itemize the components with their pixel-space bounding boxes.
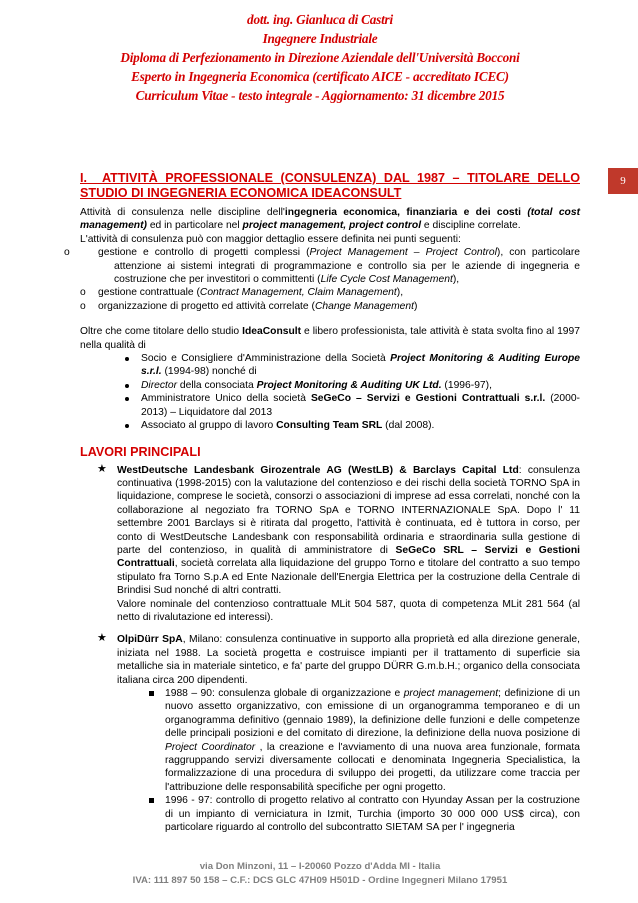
text-run: della consociata <box>177 379 257 391</box>
bold-italic-run: Project Monitoring & Auditing Europe s.r.l. <box>141 353 580 378</box>
text-run: (1994-98) nonché di <box>161 366 257 378</box>
lavori-item-value: Valore nominale del contenzioso contrattuale MLit 504 587, quota di competenza MLit 281 564 (al netto di rivalutazione ed interessi). <box>117 598 580 623</box>
text-run: Oltre che come titolare dello studio <box>80 326 243 338</box>
document-subtitle: Curriculum Vitae - testo integrale - Aggiornamento: 31 dicembre 2015 <box>135 88 505 103</box>
section-title <box>80 171 580 201</box>
text-run: Amministratore Unico della società <box>141 393 311 405</box>
list-item: o gestione e controllo di progetti complessi (Project Management – Project Control), con particolare attenzione ai sistemi integrati di programmazione e controllo sia per le aziende di ingegneria e costruzione che per investitori o committenti (Life Cycle Cost Management), <box>64 247 580 286</box>
star-bullet-icon: ★ <box>97 632 107 645</box>
lavori-item-text <box>117 633 580 687</box>
text-run: ed in particolare nel <box>146 220 243 232</box>
list-item <box>80 300 580 313</box>
author-expertise: Esperto in Ingegneria Economica (certificato AICE - accreditato ICEC) <box>131 69 509 84</box>
section-title-text: ATTIVITÀ PROFESSIONALE (CONSULENZA) DAL 1987 – TITOLARE DELLO STUDIO DI INGEGNERIA ECONOMICA IDEACONSULT <box>80 171 580 200</box>
italic-run: Project Management – Project Control <box>309 247 497 259</box>
text-run: Socio e Consigliere d'Amministrazione della Società <box>141 353 391 365</box>
page-number: 9 <box>608 168 638 194</box>
text-run: Associato al gruppo di lavoro <box>141 420 277 432</box>
bold-run: IdeaConsult <box>242 326 302 338</box>
text-run: Attività di consulenza nelle discipline dell' <box>80 207 285 218</box>
text-run: gestione contrattuale ( <box>98 287 200 299</box>
text-run: ), con particolare attenzione ai sistemi integrati di programmazione e controllo sia per le aziende di ingegneria e costruzione che per investitori o committenti ( <box>114 247 580 286</box>
list-item <box>92 464 580 625</box>
text-run: (dal 2008). <box>382 420 435 432</box>
list-marker: o <box>80 300 86 312</box>
list-item <box>150 687 580 794</box>
bold-run: SeGeCo SRL – Servizi e Gestioni Contrattuali <box>117 544 580 570</box>
section-intro-2: L'attività di consulenza può con maggior dettaglio essere definita nei punti seguenti: <box>80 233 461 245</box>
text-run: ) <box>413 300 418 312</box>
text-run: : consulenza continuativa (1998-2015) con la valutazione del contenzioso e dei rischi della società TORNO SpA in liquidazione, comprese le società, consorzi o associazioni di imprese ad essa correlati, nonché con la collaborazione al negoziato fra TORNO SpA e TORNO INTERNAZIONALE SpA. Dopo l' 11 settembre 2001 Barclays si è ritirata dal progetto, l'attività è continuata, ed è tuttora in corso, per conto di WestDeutsche Landesbank con responsabilità ordinaria e straordinaria sulla gestione di parte del contenzioso, in qualità di amministratore di <box>117 464 580 556</box>
text-run: (2000-2013) – Liquidatore dal 2013 <box>141 393 580 418</box>
bold-italic-run: (total cost management) <box>80 207 581 232</box>
italic-run: Director <box>141 379 178 391</box>
bold-run: WestDeutsche Landesbank Girozentrale AG (WestLB) & Barclays Capital Ltd <box>117 464 519 476</box>
footer-address: via Don Minzoni, 11 – I-20060 Pozzo d'Adda MI - Italia <box>199 861 441 872</box>
italic-run: Life Cycle Cost Management <box>320 274 453 286</box>
spacer <box>80 313 580 325</box>
italic-run: Contract Management, Claim Management <box>199 287 397 299</box>
author-title: Ingegnere Industriale <box>262 31 378 46</box>
author-name: dott. ing. Gianluca di Castri <box>247 12 393 27</box>
bold-run: Consulting Team SRL <box>276 420 383 432</box>
page-body <box>64 171 581 843</box>
text-run: , Milano: consulenza continuative in supporto alla proprietà ed alla direzione generale, iniziata nel 1988. La società progetta e costruisce impianti per il trattamento di superficie sia metalliche sia in materiale sintetico, e fa' parte del gruppo DÜRR G.m.b.H.; organico della consociata italiana circa 200 dipendenti. <box>117 634 581 686</box>
bold-italic-run: project management, project control <box>242 220 422 232</box>
italic-run: Change Management <box>314 300 414 312</box>
page-footer <box>40 860 600 888</box>
lavori-title: LAVORI PRINCIPALI <box>80 444 201 459</box>
text-run: ), <box>396 287 404 299</box>
italic-run: project management <box>403 688 499 699</box>
list-marker: o <box>80 287 86 299</box>
activity-points-list <box>64 246 580 313</box>
text-run: , società correlata alla liquidazione del gruppo Torno e titolare del contratto a suo tempo stipulato fra Torno S.p.A ed Ente Nazionale dell'Energia Elettrica per la costruzione della Centrale di Brindisi Sud nonché di altri contratti. <box>117 558 580 597</box>
text-run: e libero professionista, tale attività è stata svolta fino al 1997 nella qualità di <box>80 326 580 351</box>
text-run: e discipline correlate. <box>421 220 521 232</box>
text-run: , la creazione e l'avviamento di una nuova area funzionale, formata raggruppando servizi diversamente collocati e denominata Ingegneria Specialistica, la formalizzazione di una procedura di sviluppo dei progetti, da utilizzare come traccia per l'attribuzione delle responsabilità specifiche per ogni progetto. <box>165 741 580 793</box>
bold-run: SeGeCo – Servizi e Gestioni Contrattuali s.r.l. <box>310 393 546 405</box>
lavori-subitems-list <box>117 687 580 834</box>
text-run: 1996 - 97: controllo di progetto relativo al contratto con Hyunday Assan per la costruzione di un impianto di verniciatura in Izmit, Turchia (importo 30 000 000 US$ circa), con particolare riguardo al controllo del subcontratto SIETAM SA per l' ingegneria <box>165 795 580 834</box>
text-run: gestione e controllo di progetti complessi ( <box>98 247 310 259</box>
list-item <box>92 633 580 834</box>
text-run: organizzazione di progetto ed attività correlate ( <box>98 300 315 312</box>
section-number: I. <box>80 171 87 185</box>
footer-fiscal: IVA: 111 897 50 158 – C.F.: DCS GLC 47H09 H501D - Ordine Ingegneri Milano 17951 <box>132 875 508 886</box>
text-run: ; definizione di un nuovo assetto organizzativo, con emissione di un organogramma temporaneo e di un organogramma definitivo (gennaio 1989), la definizione delle funzioni e delle competenze delle principali posizioni e del comitato di direzione, la definizione della nuova posizione di <box>165 688 581 740</box>
text-run: ), <box>452 274 460 286</box>
text-run: 1988 – 90: consulenza globale di organizzazione e <box>165 688 404 699</box>
list-item <box>128 379 580 392</box>
author-diploma: Diploma di Perfezionamento in Direzione Aziendale dell'Università Bocconi <box>120 50 520 65</box>
list-item <box>128 419 580 432</box>
star-bullet-icon: ★ <box>97 462 107 475</box>
bold-italic-run: Project Monitoring & Auditing UK Ltd. <box>256 379 442 391</box>
bold-run: ingegneria economica, finanziaria e dei costi <box>284 207 521 218</box>
bold-run: OlpiDürr SpA <box>117 634 183 646</box>
italic-run: Project Coordinator <box>165 741 256 753</box>
text-run: (1996-97), <box>441 379 492 391</box>
list-item <box>80 286 580 299</box>
section-intro <box>80 206 580 233</box>
cv-header <box>60 10 580 105</box>
list-item <box>128 352 580 379</box>
roles-list <box>80 352 580 432</box>
lavori-item-text <box>117 464 580 598</box>
list-item <box>150 794 580 834</box>
list-item <box>128 392 580 419</box>
roles-intro <box>80 325 580 352</box>
lavori-list <box>80 464 580 835</box>
